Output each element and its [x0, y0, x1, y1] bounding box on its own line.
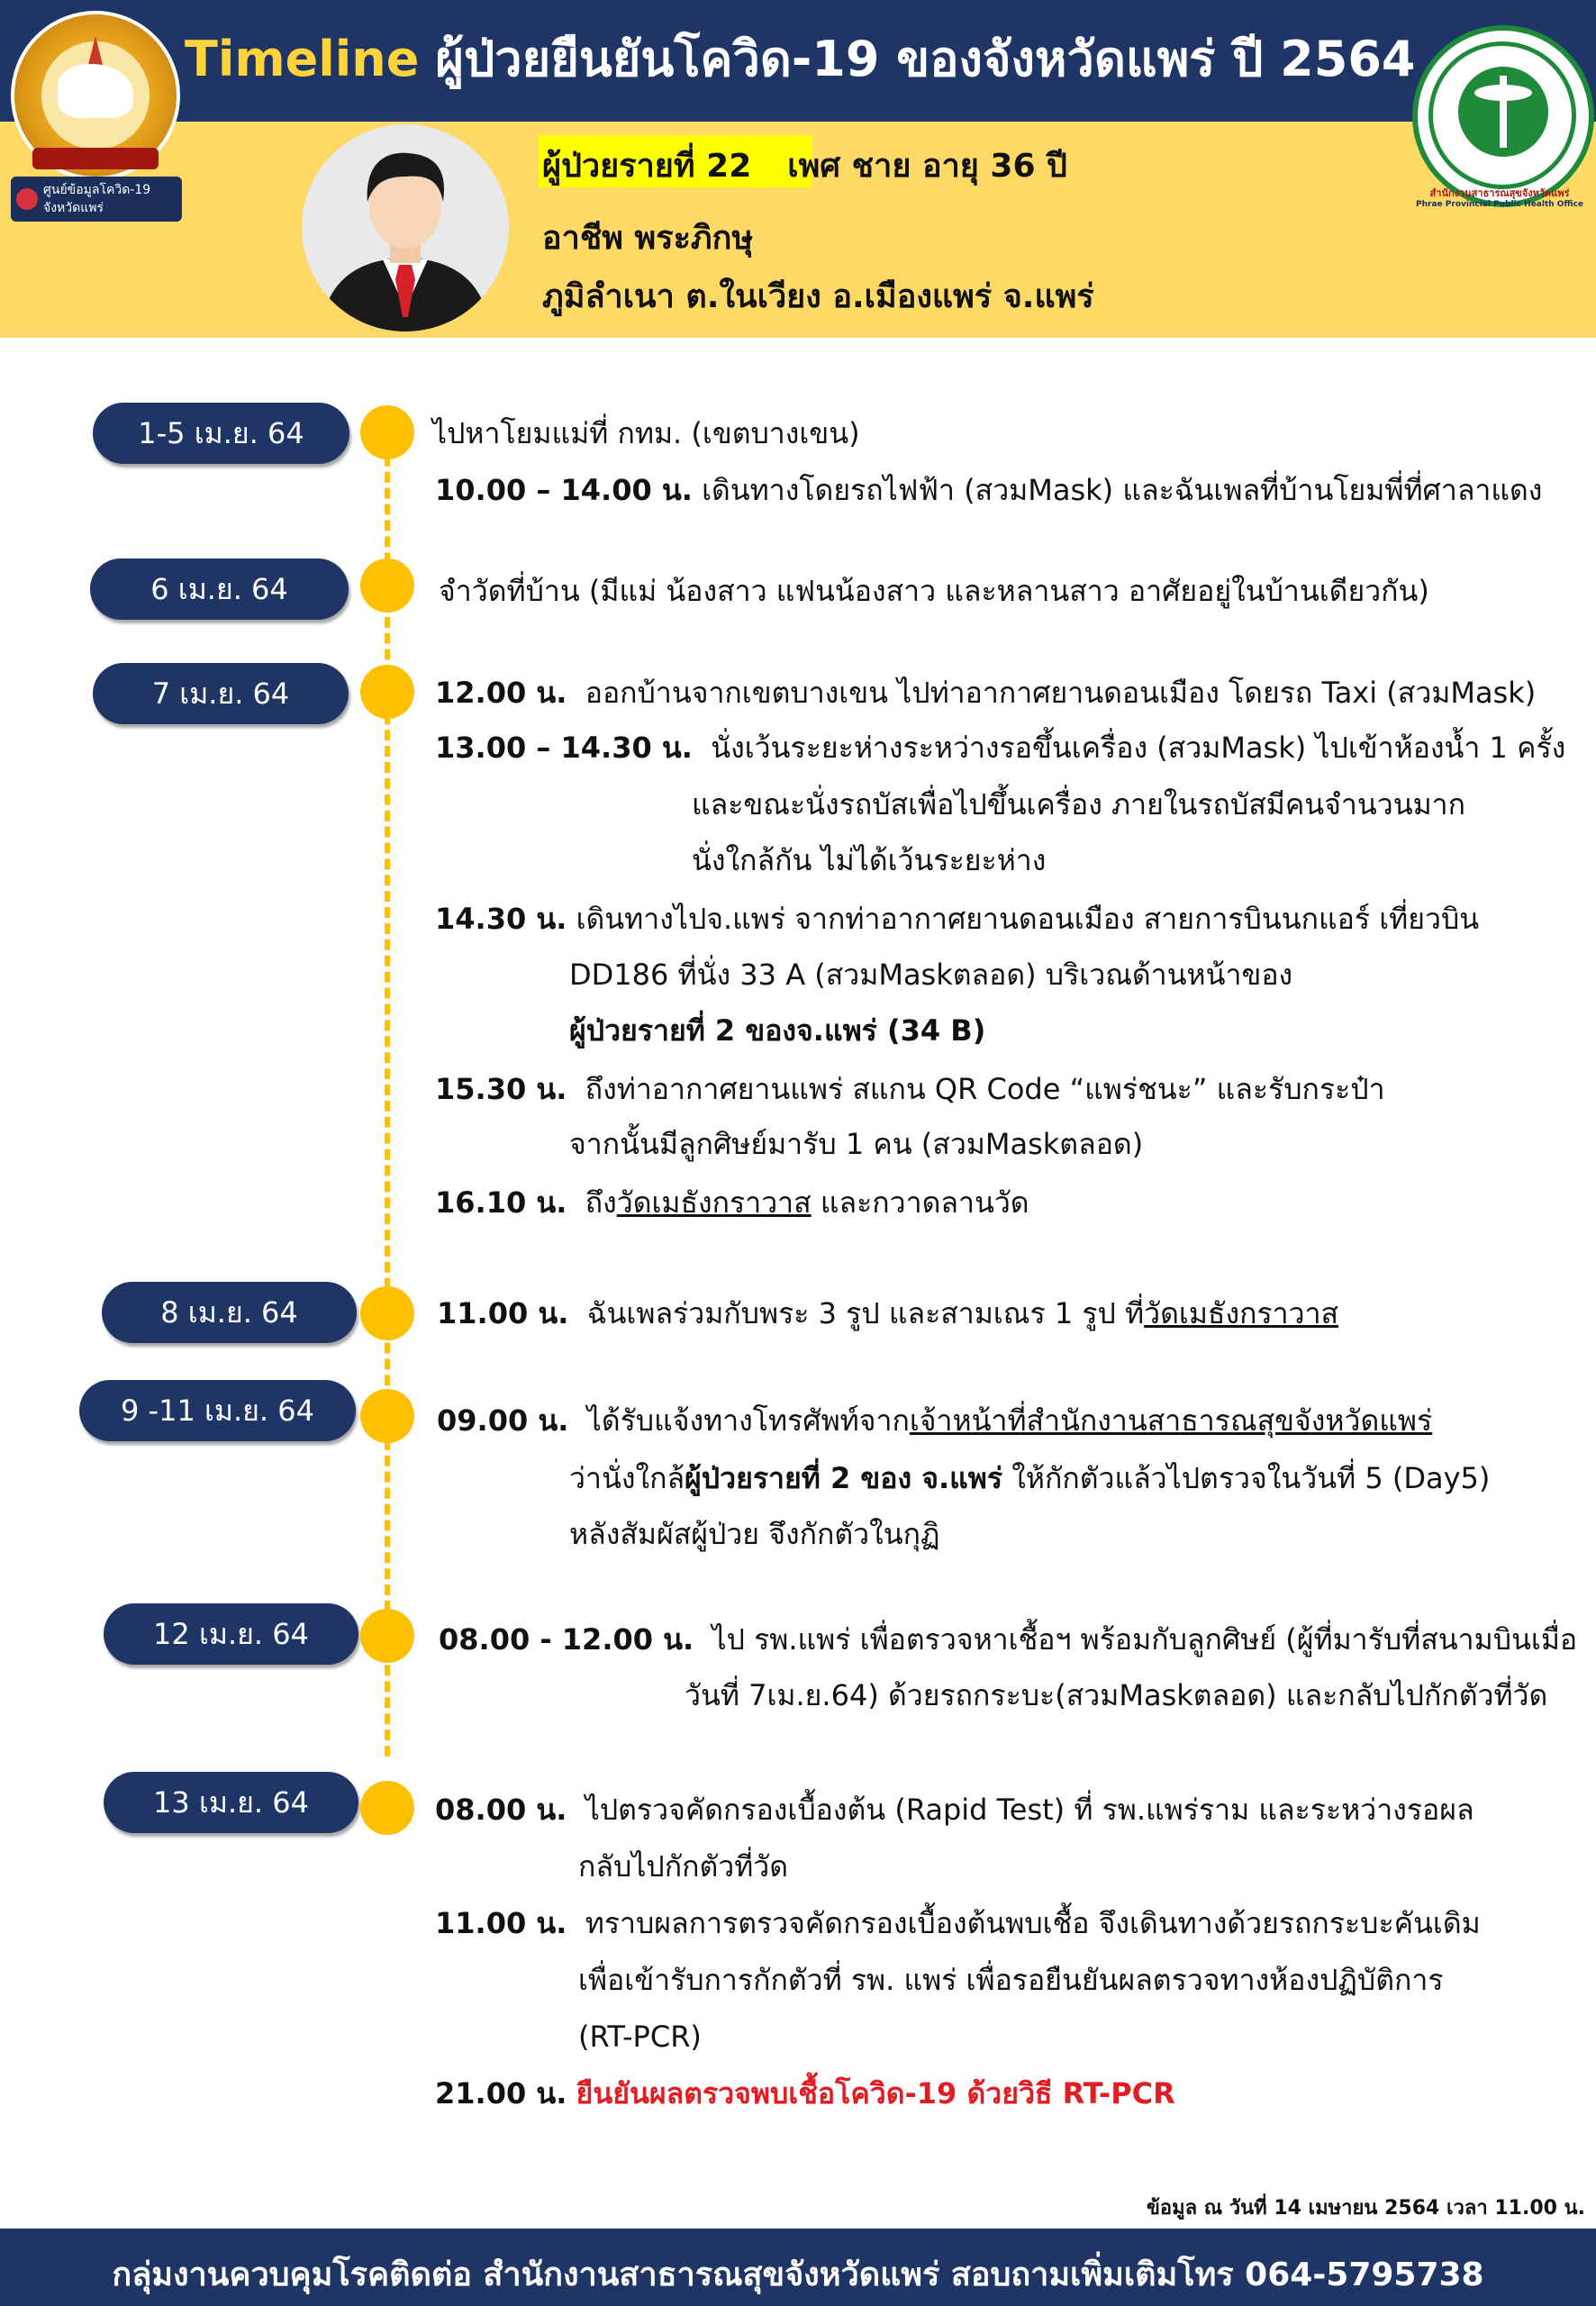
timeline-text: ไปหาโยมแม่ที่ กทม. (เขตบางเขน) — [432, 416, 860, 450]
province-emblem-icon — [11, 11, 180, 180]
date-pill: 7 เม.ย. 64 — [93, 663, 349, 724]
date-pill: 13 เม.ย. 64 — [104, 1772, 358, 1833]
timeline-line: 09.00 น. ได้รับแจ้งทางโทรศัพท์จากเจ้าหน้าที่สำนักงานสาธารณสุขจังหวัดแพร่ — [437, 1403, 1433, 1438]
timeline-line: 11.00 น. ฉันเพลร่วมกับพระ 3 รูป และสามเณร 1 รูป ที่วัดเมธังกราวาส — [437, 1296, 1339, 1330]
moph-office-en: Phrae Provincial Public Health Office — [1416, 200, 1583, 209]
timeline-line: 10.00 – 14.00 น. เดินทางโดยรถไฟฟ้า (สวมMask) และฉันเพลที่บ้านโยมพี่ที่ศาลาแดง — [435, 473, 1543, 507]
covid-center-badge — [11, 177, 182, 222]
temple-link: วัดเมธังกราวาส — [1144, 1296, 1339, 1330]
patient-avatar-icon — [302, 124, 509, 331]
case-label: ผู้ป่วยรายที่ 22 — [542, 148, 752, 185]
virus-icon — [16, 188, 38, 210]
timeline-dot — [360, 405, 414, 459]
confirmed-result: ยืนยันผลตรวจพบเชื้อโควิด-19 ด้วยวิธี RT-PCR — [576, 2076, 1175, 2111]
date-pill: 12 เม.ย. 64 — [104, 1603, 358, 1665]
title-th: ผู้ป่วยยืนยันโควิด-19 ของจังหวัดแพร่ ปี 2564 — [435, 31, 1416, 87]
timeline-text: เพื่อเข้ารับการกักตัวที่ รพ. แพร่ เพื่อรอยืนยันผลตรวจทางห้องปฏิบัติการ — [578, 1963, 1444, 1997]
timeline-text: นั่งใกล้กัน ไม่ได้เว้นระยะห่าง — [692, 843, 1047, 877]
date-pill: 1-5 เม.ย. 64 — [93, 403, 349, 464]
timeline-text: DD186 ที่นั่ง 33 A (สวมMaskตลอด) บริเวณด้านหน้าของ — [569, 958, 1293, 992]
timeline-line: 14.30 น. เดินทางไปจ.แพร่ จากท่าอากาศยานดอนเมือง สายการบินนกแอร์ เที่ยวบิน — [435, 902, 1480, 936]
timeline-text: หลังสัมผัสผู้ป่วย จึงกักตัวในกุฏิ — [569, 1517, 940, 1551]
data-as-of: ข้อมูล ณ วันที่ 14 เมษายน 2564 เวลา 11.00 น. — [1146, 2197, 1585, 2220]
covid-badge-line1: ศูนย์ข้อมูลโควิด-19 — [43, 183, 151, 197]
title-en: Timeline — [185, 31, 420, 87]
timeline-connector — [385, 423, 390, 1757]
timeline-line: 11.00 น. ทราบผลการตรวจคัดกรองเบื้องต้นพบเชื้อ จึงเดินทางด้วยรถกระบะคันเดิม — [435, 1906, 1481, 1940]
patient-line-case — [542, 140, 1067, 191]
timeline-dot — [360, 665, 414, 719]
timeline-line: 15.30 น. ถึงท่าอากาศยานแพร่ สแกน QR Code “แพร่ชนะ” และรับกระป๋า — [435, 1072, 1385, 1106]
timeline-line: ว่านั่งใกล้ผู้ป่วยรายที่ 2 ของ จ.แพร่ ให้กักตัวแล้วไปตรวจในวันที่ 5 (Day5) — [569, 1461, 1491, 1495]
page-title — [185, 20, 1415, 97]
date-pill: 9 -11 เม.ย. 64 — [79, 1380, 356, 1441]
timeline-dot — [360, 1286, 414, 1340]
gender-age: เพศ ชาย อายุ 36 ปี — [787, 148, 1067, 185]
date-pill: 8 เม.ย. 64 — [102, 1282, 357, 1343]
timeline-text: กลับไปกักตัวที่วัด — [578, 1849, 789, 1884]
patient-domicile: ภูมิลำเนา ต.ในเวียง อ.เมืองแพร่ จ.แพร่ — [542, 278, 1094, 315]
timeline-dot — [360, 1781, 414, 1835]
timeline-dot — [360, 1609, 414, 1663]
timeline-line: 08.00 น. ไปตรวจคัดกรองเบื้องต้น (Rapid Test) ที่ รพ.แพร่ราม และระหว่างรอผล — [435, 1793, 1474, 1827]
moph-office-th: สำนักงานสาธารณสุขจังหวัดแพร่ — [1429, 187, 1570, 199]
timeline-line: 13.00 – 14.30 น. นั่งเว้นระยะห่างระหว่างรอขึ้นเครื่อง (สวมMask) ไปเข้าห้องน้ำ 1 ครั้ง — [435, 731, 1566, 765]
timeline-line: 12.00 น. ออกบ้านจากเขตบางเขน ไปท่าอากาศยานดอนเมือง โดยรถ Taxi (สวมMask) — [435, 676, 1537, 710]
timeline-text: วันที่ 7เม.ย.64) ด้วยรถกระบะ(สวมMaskตลอด) และกลับไปกักตัวที่วัด — [685, 1678, 1548, 1712]
office-link: เจ้าหน้าที่สำนักงานสาธารณสุขจังหวัดแพร่ — [909, 1403, 1433, 1438]
timeline-line: 08.00 - 12.00 น. ไป รพ.แพร่ เพื่อตรวจหาเชื้อฯ พร้อมกับลูกศิษย์ (ผู้ที่มารับที่สนามบินเมื่อ — [439, 1622, 1578, 1657]
covid-badge-line2: จังหวัดแพร่ — [43, 201, 104, 215]
timeline-line: 16.10 น. ถึงวัดเมธังกราวาส และกวาดลานวัด — [435, 1185, 1029, 1220]
patient-occupation: อาชีพ พระภิกษุ — [542, 220, 754, 257]
timeline-text: จากนั้นมีลูกศิษย์มารับ 1 คน (สวมMaskตลอด) — [569, 1127, 1144, 1161]
temple-link: วัดเมธังกราวาส — [616, 1185, 812, 1220]
timeline-dot — [360, 558, 414, 613]
timeline-dot — [360, 1389, 414, 1443]
footer-contact: กลุ่มงานควบคุมโรคติดต่อ สำนักงานสาธารณสุขจังหวัดแพร่ สอบถามเพิ่มเติมโทร 064-5795738 — [112, 2256, 1484, 2293]
timeline-text: (RT-PCR) — [578, 2020, 702, 2054]
moph-logo-icon — [1412, 25, 1594, 207]
date-pill: 6 เม.ย. 64 — [90, 558, 349, 620]
timeline-text: จำวัดที่บ้าน (มีแม่ น้องสาว แฟนน้องสาว และหลานสาว อาศัยอยู่ในบ้านเดียวกัน) — [439, 574, 1429, 608]
timeline-text: และขณะนั่งรถบัสเพื่อไปขึ้นเครื่อง ภายในรถบัสมีคนจำนวนมาก — [692, 787, 1465, 822]
timeline-text-bold: ผู้ป่วยรายที่ 2 ของจ.แพร่ (34 B) — [569, 1013, 986, 1048]
timeline-line-confirmed: 21.00 น. ยืนยันผลตรวจพบเชื้อโควิด-19 ด้วยวิธี RT-PCR — [435, 2076, 1175, 2111]
